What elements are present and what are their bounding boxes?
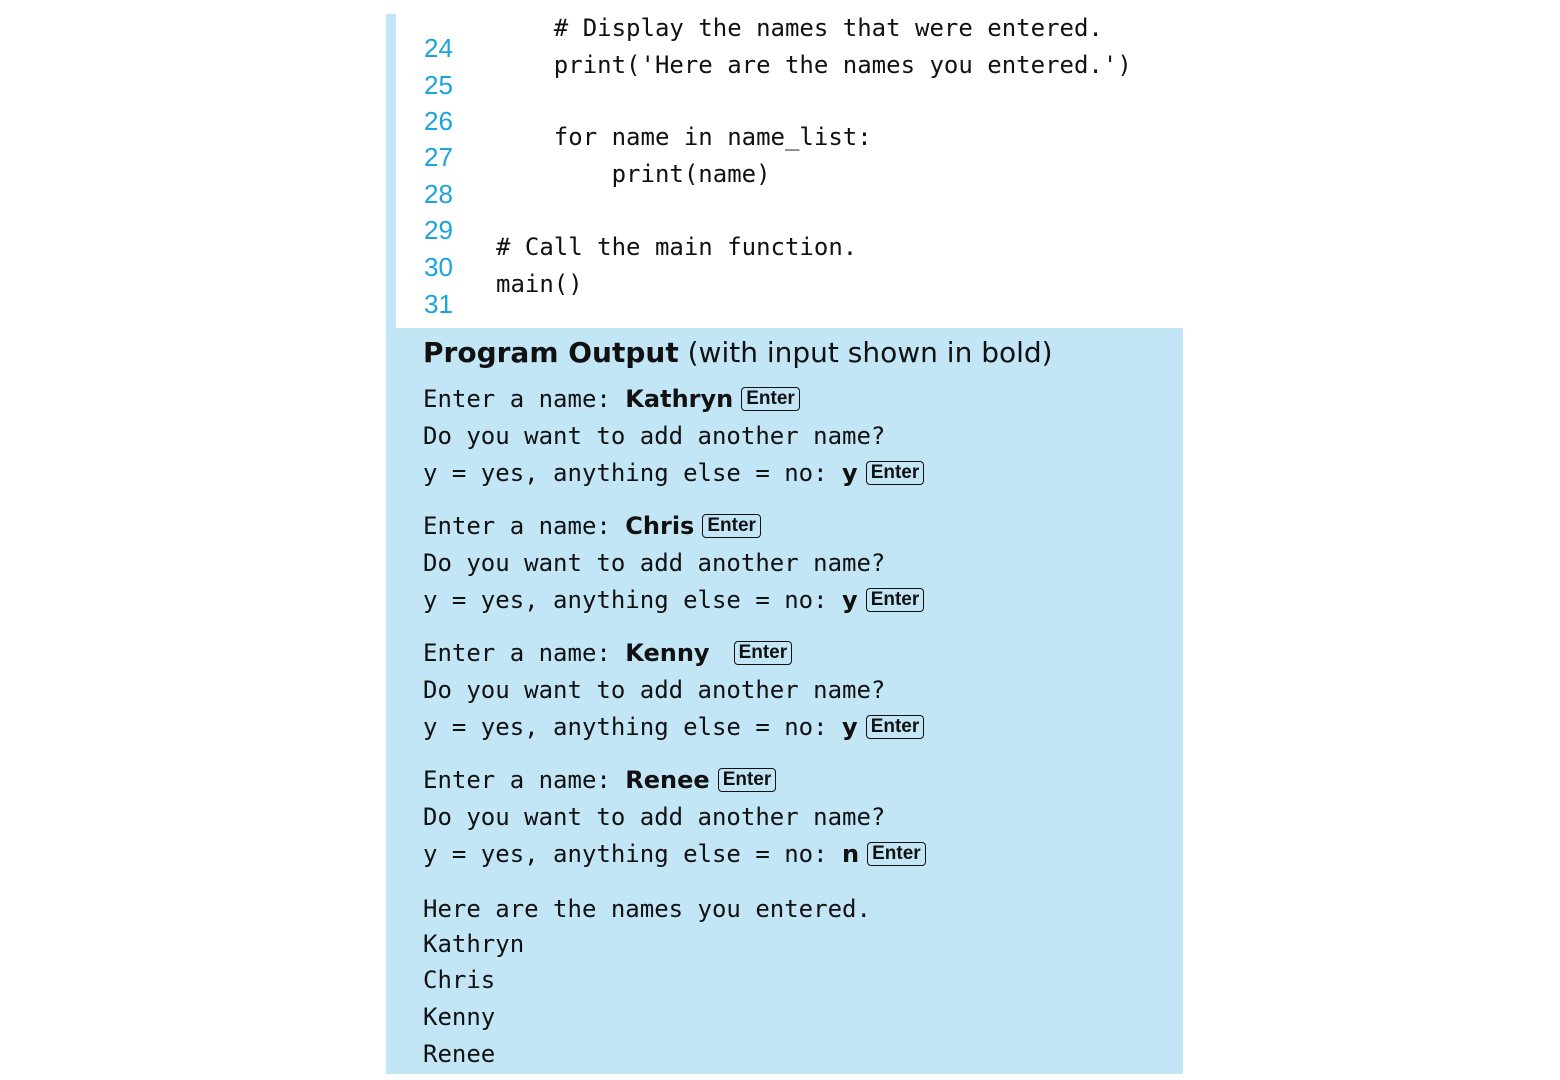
prompt-text: Do you want to add another name? [423, 803, 886, 831]
enter-key-icon: Enter [741, 387, 800, 411]
prompt-text: y = yes, anything else = no: [423, 459, 843, 487]
enter-key-icon: Enter [718, 768, 777, 792]
user-input: y [842, 459, 858, 487]
heading-bold: Program Output [423, 336, 679, 369]
output-summary: Here are the names you entered. [423, 895, 871, 923]
line-number: 28 [424, 179, 453, 209]
enter-key-icon: Enter [702, 514, 761, 538]
line-number: 26 [424, 106, 453, 136]
code-line [396, 160, 771, 209]
line-number: 24 [424, 33, 453, 63]
prompt-text: y = yes, anything else = no: [423, 586, 843, 614]
enter-key-icon: Enter [866, 588, 925, 612]
code-text: print(name) [496, 160, 771, 188]
user-input: Renee [625, 766, 710, 794]
output-line [423, 763, 776, 797]
code-line [396, 14, 1103, 63]
enter-key-icon: Enter [867, 842, 926, 866]
line-number: 30 [424, 252, 453, 282]
code-line [396, 270, 583, 319]
output-name: Kathryn [423, 930, 525, 958]
code-line [396, 196, 453, 245]
output-line [423, 546, 885, 580]
output-line [423, 800, 885, 834]
code-line [396, 51, 1132, 100]
enter-key-icon: Enter [866, 461, 925, 485]
output-name: Kenny [423, 1003, 496, 1031]
user-input: y [842, 586, 858, 614]
output-line [423, 419, 885, 453]
prompt-text: Do you want to add another name? [423, 676, 886, 704]
line-number: 27 [424, 142, 453, 172]
output-line [423, 456, 924, 490]
output-line [423, 636, 792, 670]
prompt-text: y = yes, anything else = no: [423, 840, 843, 868]
output-line [423, 673, 885, 707]
prompt-text: Enter a name: [423, 766, 626, 794]
prompt-text: Enter a name: [423, 512, 626, 540]
output-name: Chris [423, 966, 496, 994]
line-number: 25 [424, 70, 453, 100]
program-output-heading [423, 336, 1053, 369]
code-line [396, 87, 453, 136]
code-text: for name in name_list: [496, 123, 872, 151]
code-text: # Call the main function. [496, 233, 858, 261]
line-number: 31 [424, 289, 453, 319]
output-line [423, 509, 761, 543]
enter-key-icon: Enter [734, 641, 793, 665]
user-input: Kenny [625, 639, 710, 667]
code-text: print('Here are the names you entered.') [496, 51, 1132, 79]
output-line [423, 710, 924, 744]
prompt-text: y = yes, anything else = no: [423, 713, 843, 741]
code-text: # Display the names that were entered. [496, 14, 1103, 42]
user-input: Chris [625, 512, 695, 540]
code-line [396, 233, 858, 282]
user-input: y [842, 713, 858, 741]
code-line [396, 123, 872, 172]
prompt-text: Enter a name: [423, 385, 626, 413]
program-output-panel [386, 328, 1183, 1074]
heading-note: (with input shown in bold) [678, 336, 1053, 369]
user-input: n [842, 840, 860, 868]
output-line [423, 837, 926, 871]
enter-key-icon: Enter [866, 715, 925, 739]
user-input: Kathryn [625, 385, 734, 413]
prompt-text: Enter a name: [423, 639, 626, 667]
output-line [423, 583, 924, 617]
output-name: Renee [423, 1040, 496, 1068]
prompt-text: Do you want to add another name? [423, 422, 886, 450]
prompt-text: Do you want to add another name? [423, 549, 886, 577]
code-text: main() [496, 270, 583, 298]
code-listing [386, 14, 1183, 328]
line-number: 29 [424, 215, 453, 245]
output-line [423, 382, 800, 416]
